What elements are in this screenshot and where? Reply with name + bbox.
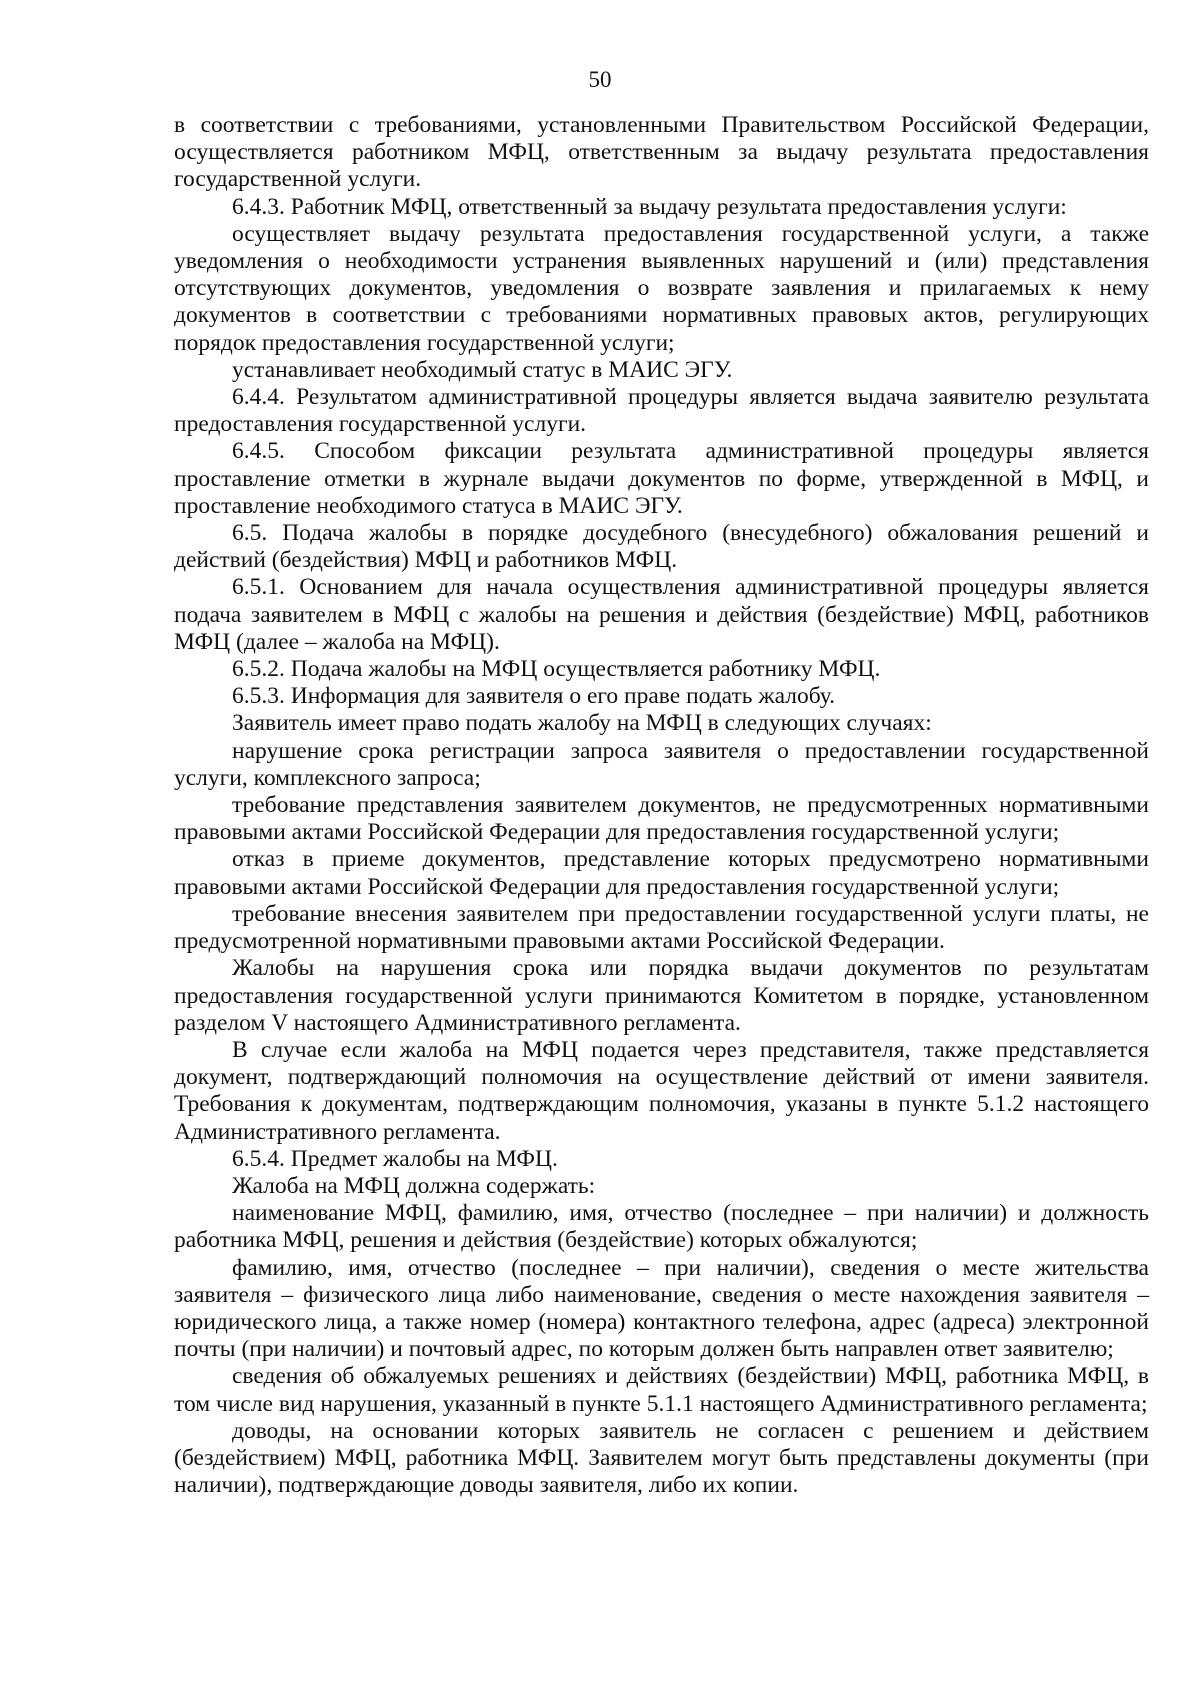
paragraph: Жалобы на нарушения срока или порядка выдачи документов по результатам предоставления государственной услуги принимаются Комитетом в порядке, установленном разделом V настоящего Административного регламента. [174,955,1149,1036]
paragraph: сведения об обжалуемых решениях и действиях (бездействии) МФЦ, работника МФЦ, в том числе вид нарушения, указанный в пункте 5.1.1 настоящего Административного регламента; [174,1363,1149,1417]
paragraph: Жалоба на МФЦ должна содержать: [232,1172,596,1199]
paragraph: 6.5.4. Предмет жалобы на МФЦ. [232,1145,558,1172]
paragraph: Заявитель имеет право подать жалобу на МФЦ в следующих случаях: [232,710,932,737]
paragraph: В случае если жалоба на МФЦ подается через представителя, также представляется документ, подтверждающий полномочия на осуществление действий от имени заявителя. Требования к документам, подтверждающим полномочия, указаны в пункте 5.1.2 настоящего Административного регламента. [174,1036,1149,1145]
paragraph: 6.4.4. Результатом административной процедуры является выдача заявителю результата предоставления государственной услуги. [174,384,1149,438]
paragraph: 6.4.5. Способом фиксации результата административной процедуры является проставление отметки в журнале выдачи документов по форме, утвержденной в МФЦ, и проставление необходимого статуса в МАИС ЭГУ. [174,438,1149,519]
document-body [174,112,1149,1499]
paragraph: наименование МФЦ, фамилию, имя, отчество (последнее – при наличии) и должность работника МФЦ, решения и действия (бездействие) которых обжалуются; [174,1200,1149,1254]
paragraph: 6.5.2. Подача жалобы на МФЦ осуществляется работнику МФЦ. [232,656,881,683]
paragraph: 6.5.1. Основанием для начала осуществления административной процедуры является подача заявителем в МФЦ с жалобы на решения и действия (бездействие) МФЦ, работников МФЦ (далее – жалоба на МФЦ). [174,574,1149,655]
paragraph: доводы, на основании которых заявитель не согласен с решением и действием (бездействием) МФЦ, работника МФЦ. Заявителем могут быть представлены документы (при наличии), подтверждающие доводы заявителя, либо их копии. [174,1417,1149,1499]
paragraph: устанавливает необходимый статус в МАИС ЭГУ. [232,356,733,383]
paragraph: отказ в приеме документов, представление которых предусмотрено нормативными правовыми актами Российской Федерации для предоставления государственной услуги; [174,846,1149,900]
paragraph: 6.4.3. Работник МФЦ, ответственный за выдачу результата предоставления услуги: [232,193,1067,220]
paragraph: 6.5.3. Информация для заявителя о его праве подать жалобу. [232,683,836,710]
paragraph: фамилию, имя, отчество (последнее – при наличии), сведения о месте жительства заявителя – физического лица либо наименование, сведения о месте нахождения заявителя – юридического лица, а также номер (номера) контактного телефона, адрес (адреса) электронной почты (при наличии) и почтовый адрес, по которым должен быть направлен ответ заявителю; [174,1254,1149,1363]
paragraph: осуществляет выдачу результата предоставления государственной услуги, а также уведомления о необходимости устранения выявленных нарушений и (или) представления отсутствующих документов, уведомления о возврате заявления и прилагаемых к нему документов в соответствии с требованиями нормативных правовых актов, регулирующих порядок предоставления государственной услуги; [174,220,1149,356]
paragraph: нарушение срока регистрации запроса заявителя о предоставлении государственной услуги, комплексного запроса; [174,737,1149,791]
paragraph: требование представления заявителем документов, не предусмотренных нормативными правовыми актами Российской Федерации для предоставления государственной услуги; [174,792,1149,846]
paragraph: 6.5. Подача жалобы в порядке досудебного (внесудебного) обжалования решений и действий (бездействия) МФЦ и работников МФЦ. [174,520,1149,574]
paragraph: в соответствии с требованиями, установленными Правительством Российской Федерации, осуществляется работником МФЦ, ответственным за выдачу результата предоставления государственной услуги. [174,112,1149,193]
paragraph: требование внесения заявителем при предоставлении государственной услуги платы, не предусмотренной нормативными правовыми актами Российской Федерации. [174,900,1149,955]
page-number: 50 [588,67,612,92]
